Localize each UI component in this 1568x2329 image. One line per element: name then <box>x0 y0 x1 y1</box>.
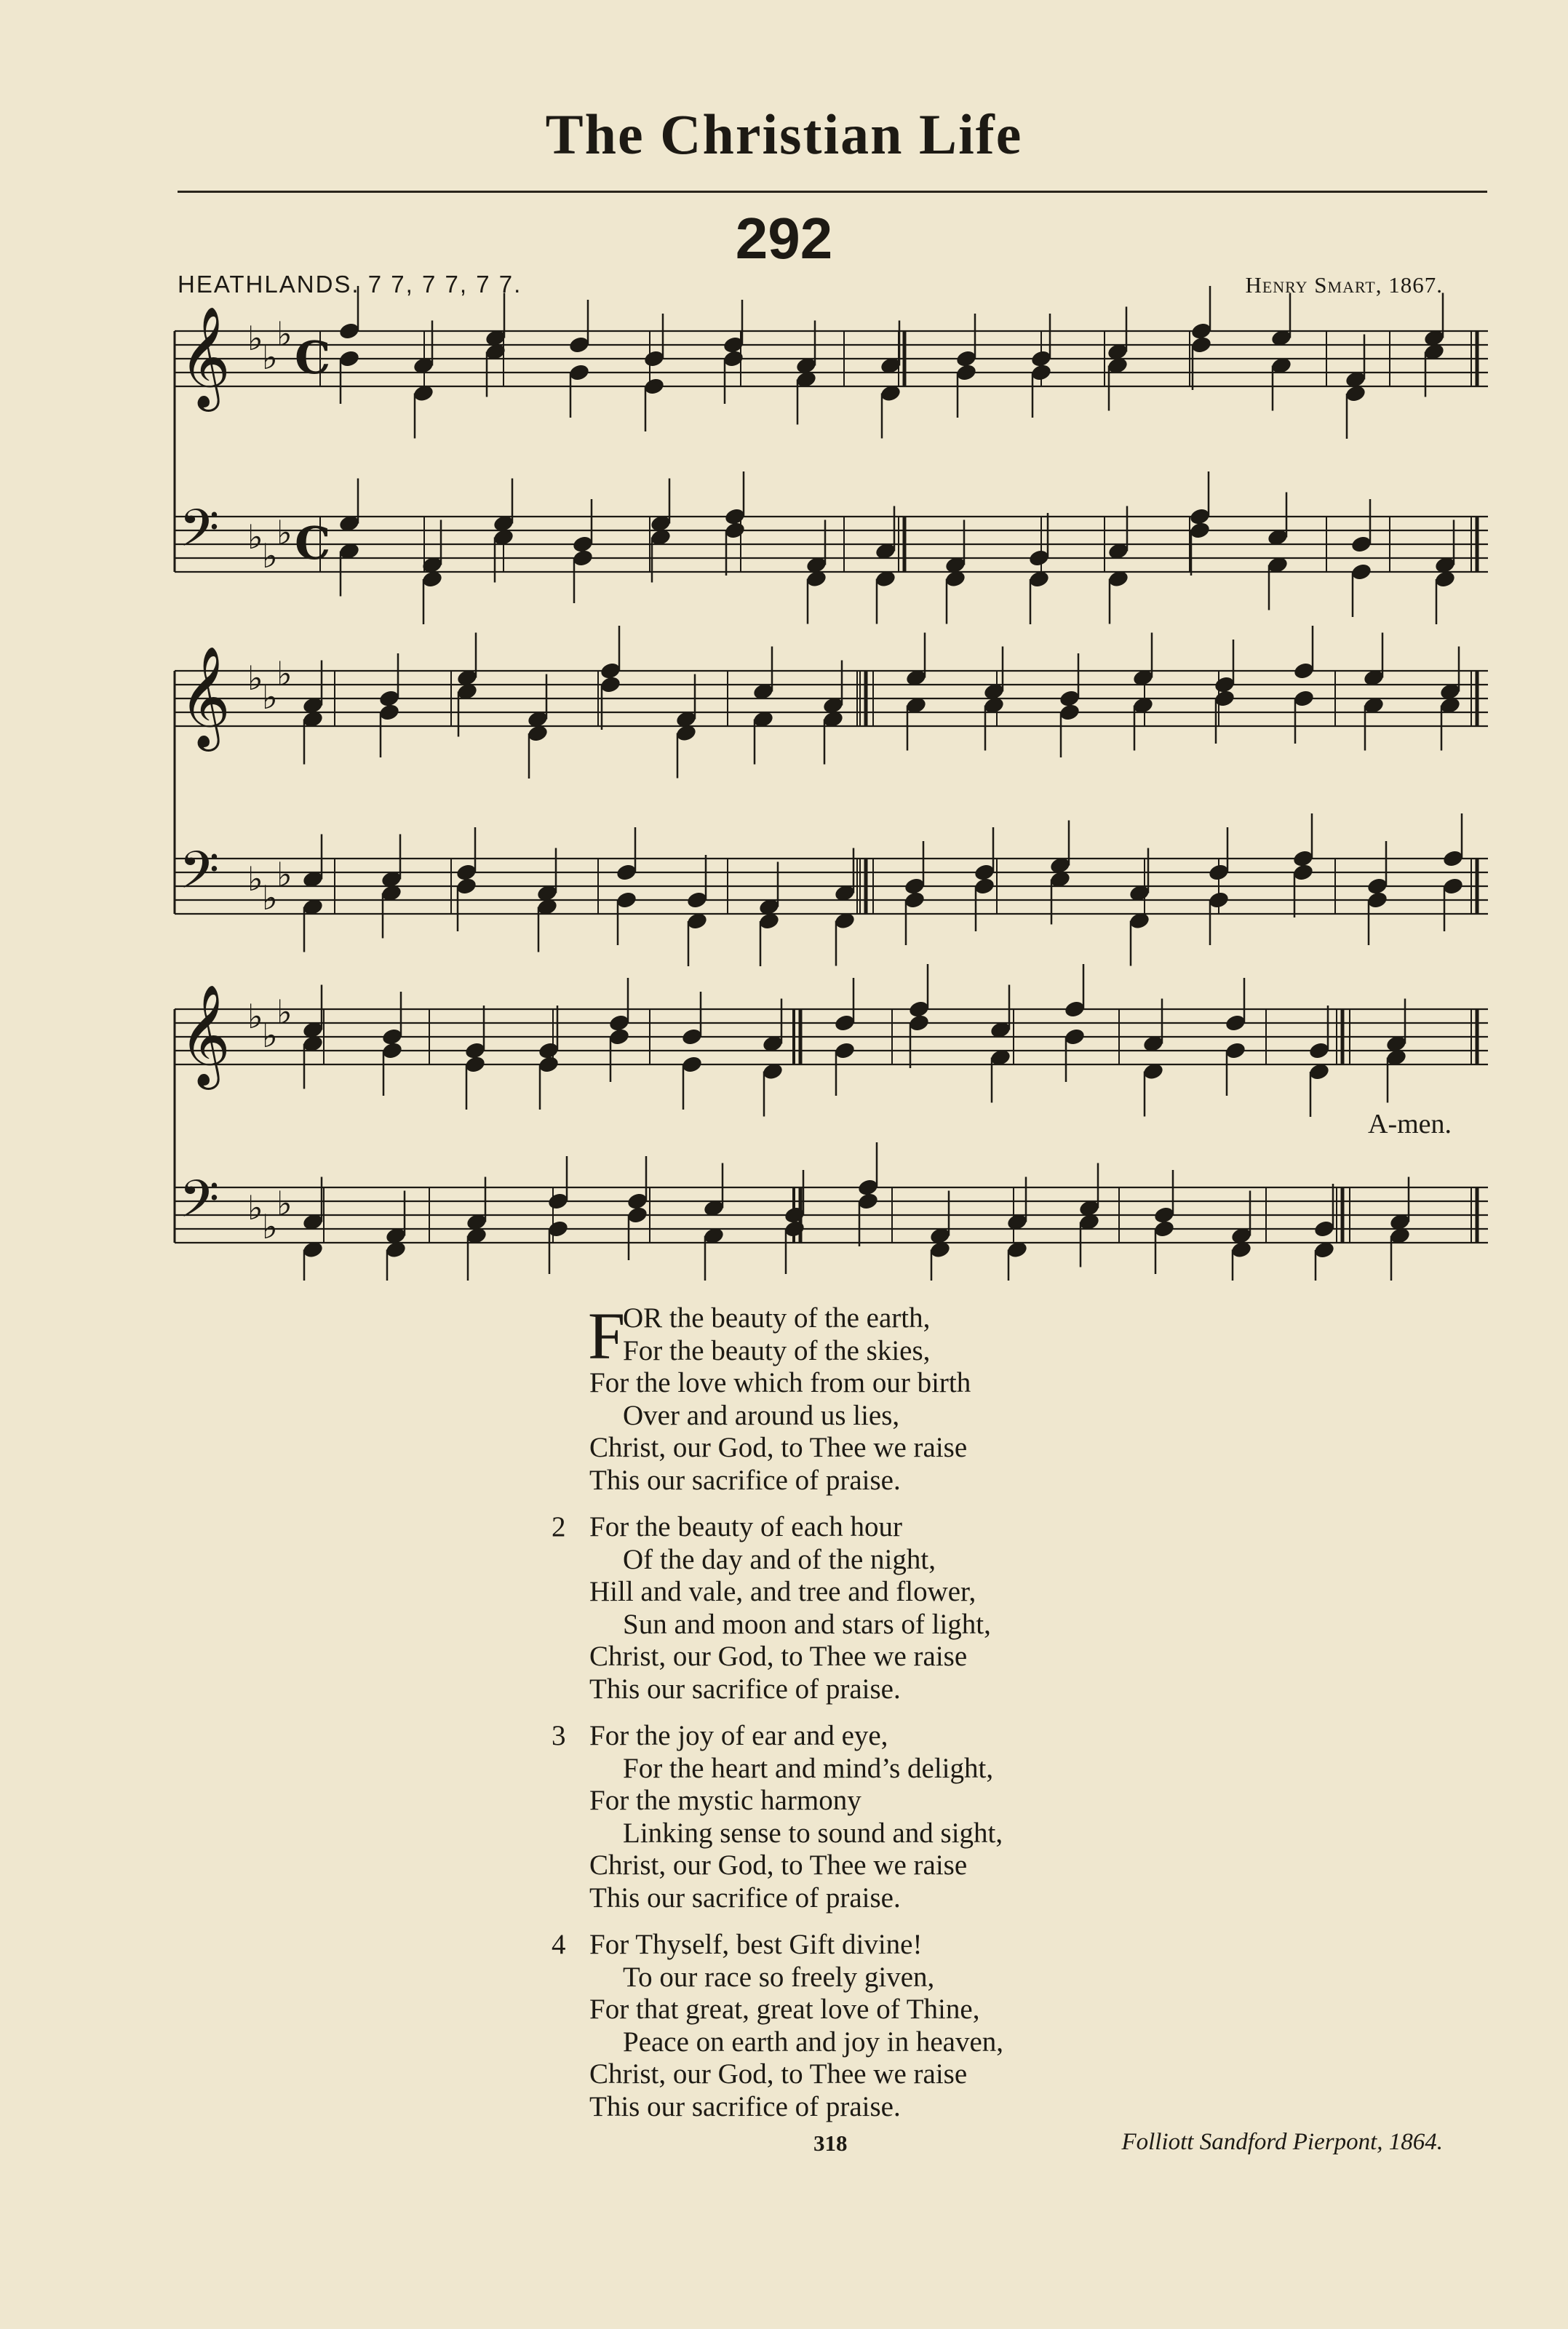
flat-icon: ♭ <box>276 654 292 693</box>
stanza-2 <box>538 1511 1193 1705</box>
amen-label: A-men. <box>1368 1109 1452 1139</box>
flat-icon: ♭ <box>276 513 292 552</box>
verse-line: This our sacrifice of praise. <box>589 1464 901 1496</box>
verse-line: For the love which from our birth <box>589 1367 971 1398</box>
treble-clef-icon: 𝄞 <box>179 984 231 1086</box>
flat-icon: ♭ <box>262 338 278 377</box>
verse-line: OR the beauty of the earth, <box>623 1302 931 1334</box>
stanza-number: 2 <box>552 1511 566 1542</box>
verse-line: Linking sense to sound and sight, <box>623 1817 1003 1849</box>
verse-line: For the heart and mind’s delight, <box>623 1752 994 1784</box>
verse-line: For the joy of ear and eye, <box>589 1720 888 1751</box>
verse-line: For the beauty of the skies, <box>623 1334 931 1366</box>
flat-icon: ♭ <box>262 878 278 917</box>
stanza-4 <box>538 1929 1193 2123</box>
hymn-verses <box>538 1299 1193 2138</box>
hymn-number: 292 <box>735 206 833 271</box>
verse-line: Christ, our God, to Thee we raise <box>589 1641 968 1672</box>
flat-icon: ♭ <box>262 1016 278 1055</box>
verse-line: Sun and moon and stars of light, <box>623 1608 991 1640</box>
verse-line: To our race so freely given, <box>623 1961 935 1993</box>
flat-icon: ♭ <box>247 658 263 698</box>
stanza-3 <box>538 1720 1193 1914</box>
verse-line: Hill and vale, and tree and flower, <box>589 1576 976 1607</box>
bass-clef-icon: 𝄢 <box>179 498 220 571</box>
page-number: 318 <box>813 2130 848 2156</box>
flat-icon: ♭ <box>276 1184 292 1223</box>
flat-icon: ♭ <box>247 859 263 899</box>
flat-icon: ♭ <box>276 314 292 354</box>
flat-icon: ♭ <box>262 1207 278 1246</box>
common-time-icon: C <box>295 331 331 384</box>
stanza-number: 4 <box>552 1929 566 1960</box>
verse-line: Christ, our God, to Thee we raise <box>589 2058 968 2090</box>
verse-line: Peace on earth and joy in heaven, <box>623 2026 1004 2058</box>
verse-line: Christ, our God, to Thee we raise <box>589 1850 968 1881</box>
verse-line: This our sacrifice of praise. <box>589 1673 901 1705</box>
verse-line: For Thyself, best Gift divine! <box>589 1929 923 1960</box>
page-title: The Christian Life <box>545 103 1023 166</box>
stanza-1 <box>538 1299 1193 1497</box>
verse-line: This our sacrifice of praise. <box>589 1882 901 1914</box>
flat-icon: ♭ <box>247 1188 263 1227</box>
verse-line: Christ, our God, to Thee we raise <box>589 1432 968 1463</box>
treble-clef-icon: 𝄞 <box>179 306 231 407</box>
composer-credit: Henry Smart, 1867. <box>1245 272 1443 298</box>
flat-icon: ♭ <box>276 855 292 894</box>
bass-clef-icon: 𝄢 <box>179 1169 220 1242</box>
flat-icon: ♭ <box>276 992 292 1032</box>
verse-line: For the mystic harmony <box>589 1785 861 1816</box>
flat-icon: ♭ <box>247 319 263 358</box>
text-author-credit: Folliott Sandford Pierpont, 1864. <box>1121 2129 1443 2155</box>
stanza-number: 3 <box>552 1720 566 1751</box>
drop-cap: F <box>588 1299 626 1373</box>
treble-clef-icon: 𝄞 <box>179 646 231 747</box>
bass-clef-icon: 𝄢 <box>179 840 220 913</box>
tune-name-meter: HEATHLANDS. 7 7, 7 7, 7 7. <box>178 271 522 298</box>
verse-line: This our sacrifice of praise. <box>589 2090 901 2122</box>
verse-line: For that great, great love of Thine, <box>589 1994 980 2025</box>
flat-icon: ♭ <box>262 677 278 717</box>
verse-line: Over and around us lies, <box>623 1399 900 1431</box>
verse-line: Of the day and of the night, <box>623 1543 936 1575</box>
common-time-icon: C <box>295 517 331 570</box>
flat-icon: ♭ <box>247 517 263 557</box>
flat-icon: ♭ <box>247 997 263 1036</box>
flat-icon: ♭ <box>262 536 278 576</box>
verse-line: For the beauty of each hour <box>589 1511 902 1542</box>
